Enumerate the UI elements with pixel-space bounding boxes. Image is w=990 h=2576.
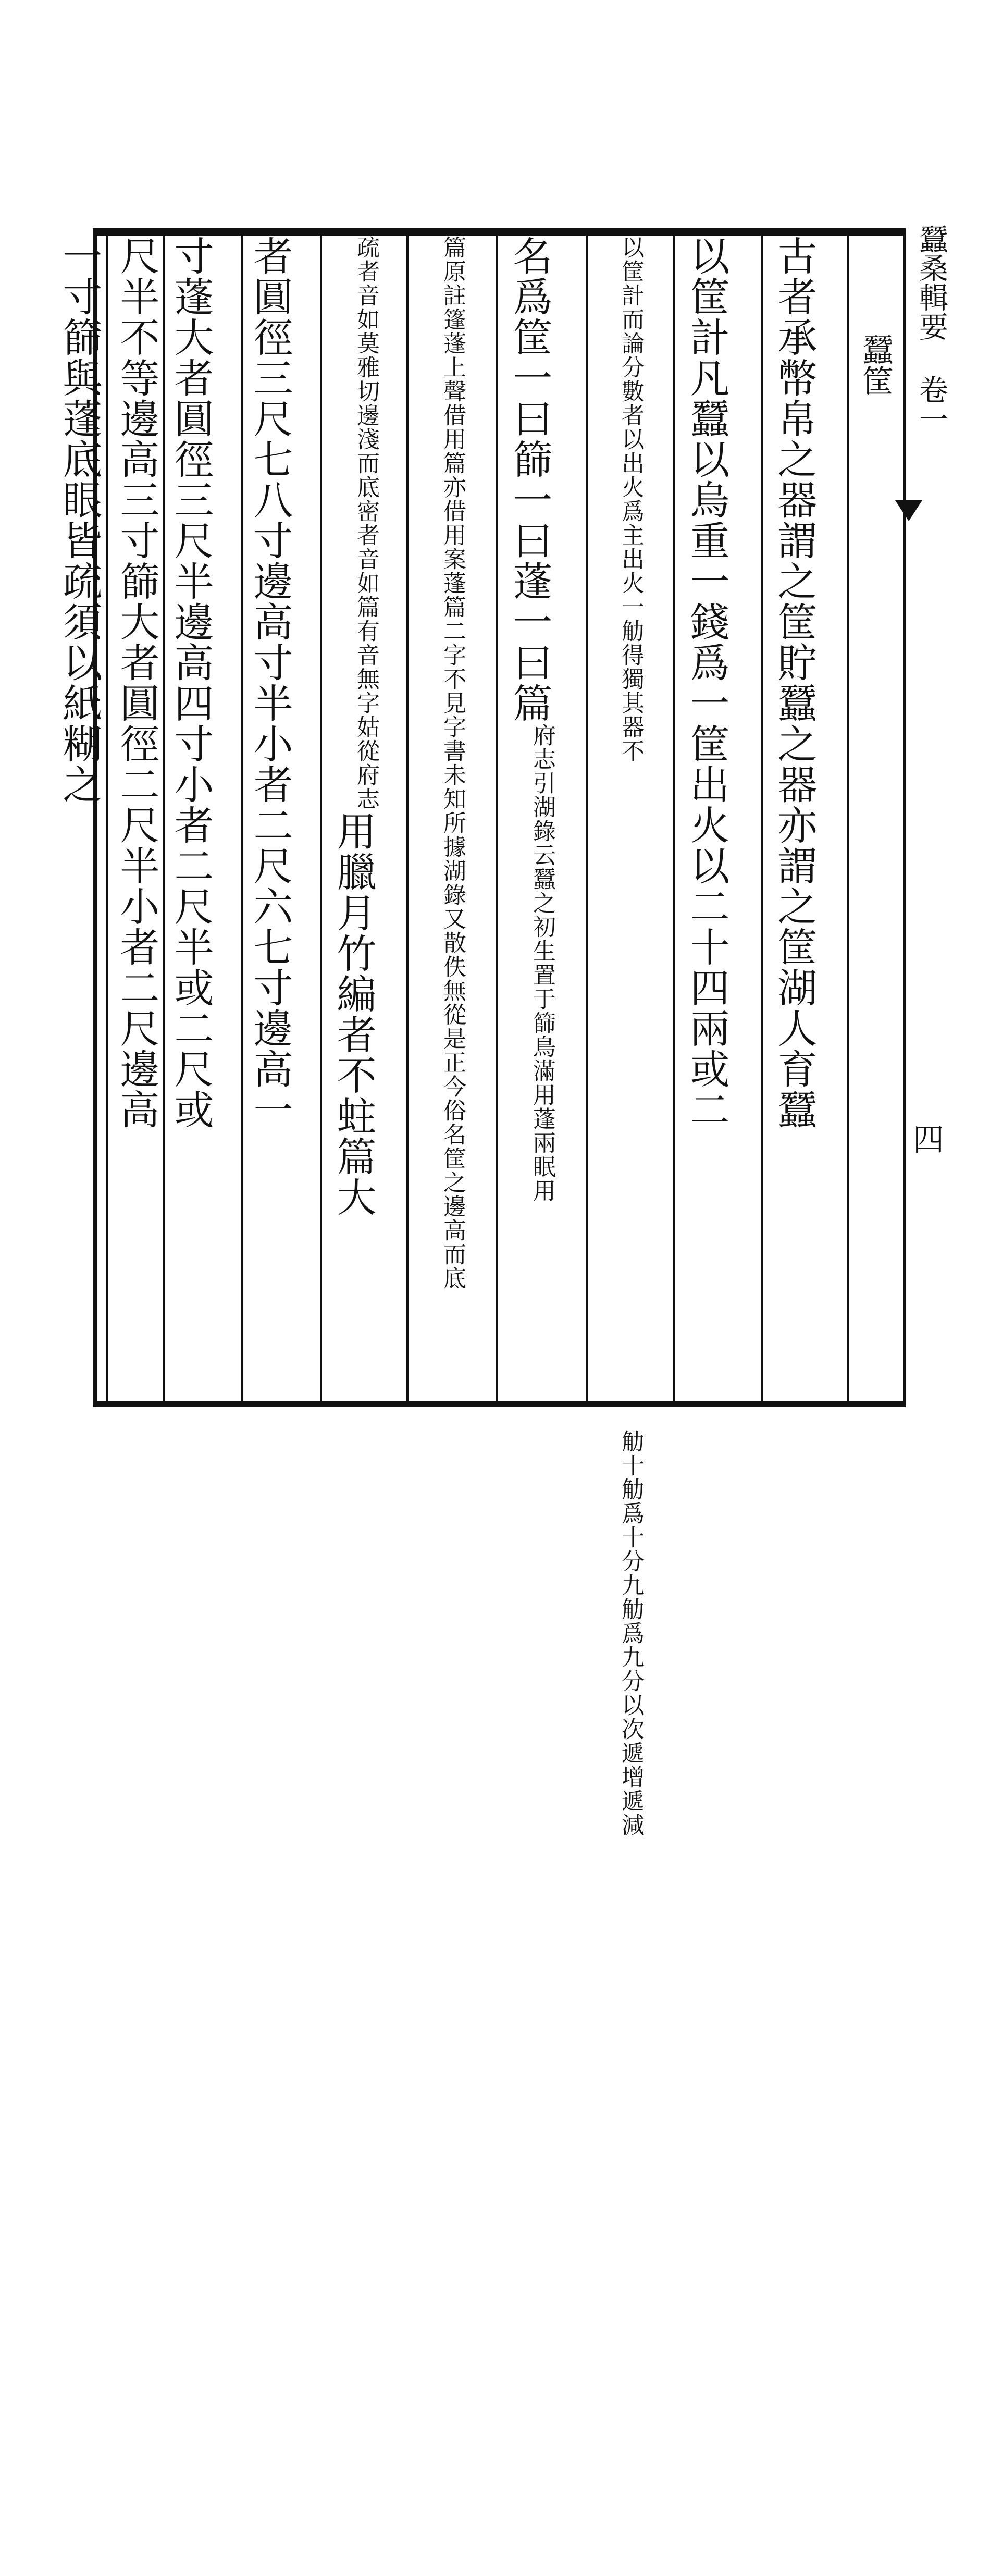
text-column-1 [769,236,819,1401]
column-rule [496,236,498,1401]
main-text: 者圓徑三尺七八寸邊高寸半小者二尺六七寸邊高一 [247,236,293,1130]
text-column-10 [109,236,162,1401]
text-column-11 [52,236,104,1401]
column-rule [761,236,763,1401]
text-column-4 [504,236,554,1401]
text-column-5 [415,236,465,1401]
text-column-3 [593,236,644,1837]
main-text: 一寸篩與蓬底眼皆疏須以紙糊之 [56,236,103,805]
text-column-6 [328,236,378,1401]
main-text: 古者承幣帛之器謂之筐貯蠶之器亦謂之筐湖人育蠶 [771,236,818,1130]
column-rule [673,236,675,1401]
main-text: 用臘月竹編者不蛀篇大 [330,811,377,1217]
note-text: 以筐計而論分數者以出火爲主出火一觔得獨其器不 [617,236,644,763]
volume-label: 卷一 [914,375,948,433]
column-rule [320,236,322,1401]
column-rule [586,236,588,1401]
column-rule [106,236,108,1401]
note-text-secondary: 觔十觔爲十分九觔爲九分以次遞增遞減 [617,1429,644,1837]
text-column-8 [245,236,295,1401]
column-rule [241,236,243,1401]
text-column-9 [166,236,216,1401]
text-column-2 [682,236,732,1401]
book-title: 蠶桑輯要 [914,224,948,341]
main-text: 尺半不等邊高三寸篩大者圓徑二尺半小者二尺邊高 [114,236,160,1130]
main-text: 名爲筐一曰篩一曰蓬一曰篇 [506,236,553,723]
column-rule [847,236,849,1401]
section-title: 蠶筐 [857,334,894,396]
margin-book-title [908,224,949,1412]
main-text: 寸蓬大者圓徑三尺半邊高四寸小者二尺半或二尺或 [168,236,214,1130]
note-text: 府志引湖錄云蠶之初生置于篩鳥滿用蓬兩眠用 [529,723,555,1203]
column-rule [163,236,165,1401]
column-rule [406,236,409,1401]
note-text: 疏者音如莫雅切邊淺而底密者音如篇有音無字姑從府志 [353,236,379,811]
note-text: 篇原註篷蓬上聲借用篇亦借用案蓬篇二字不見字書未知所據湖錄又散佚無從是正今俗名筐之邊高而底 [439,236,466,1290]
main-text: 以筐計凡蠶以烏重一錢爲一筐出火以二十四兩或二 [684,236,730,1130]
page-number: 四 [913,1122,944,1158]
